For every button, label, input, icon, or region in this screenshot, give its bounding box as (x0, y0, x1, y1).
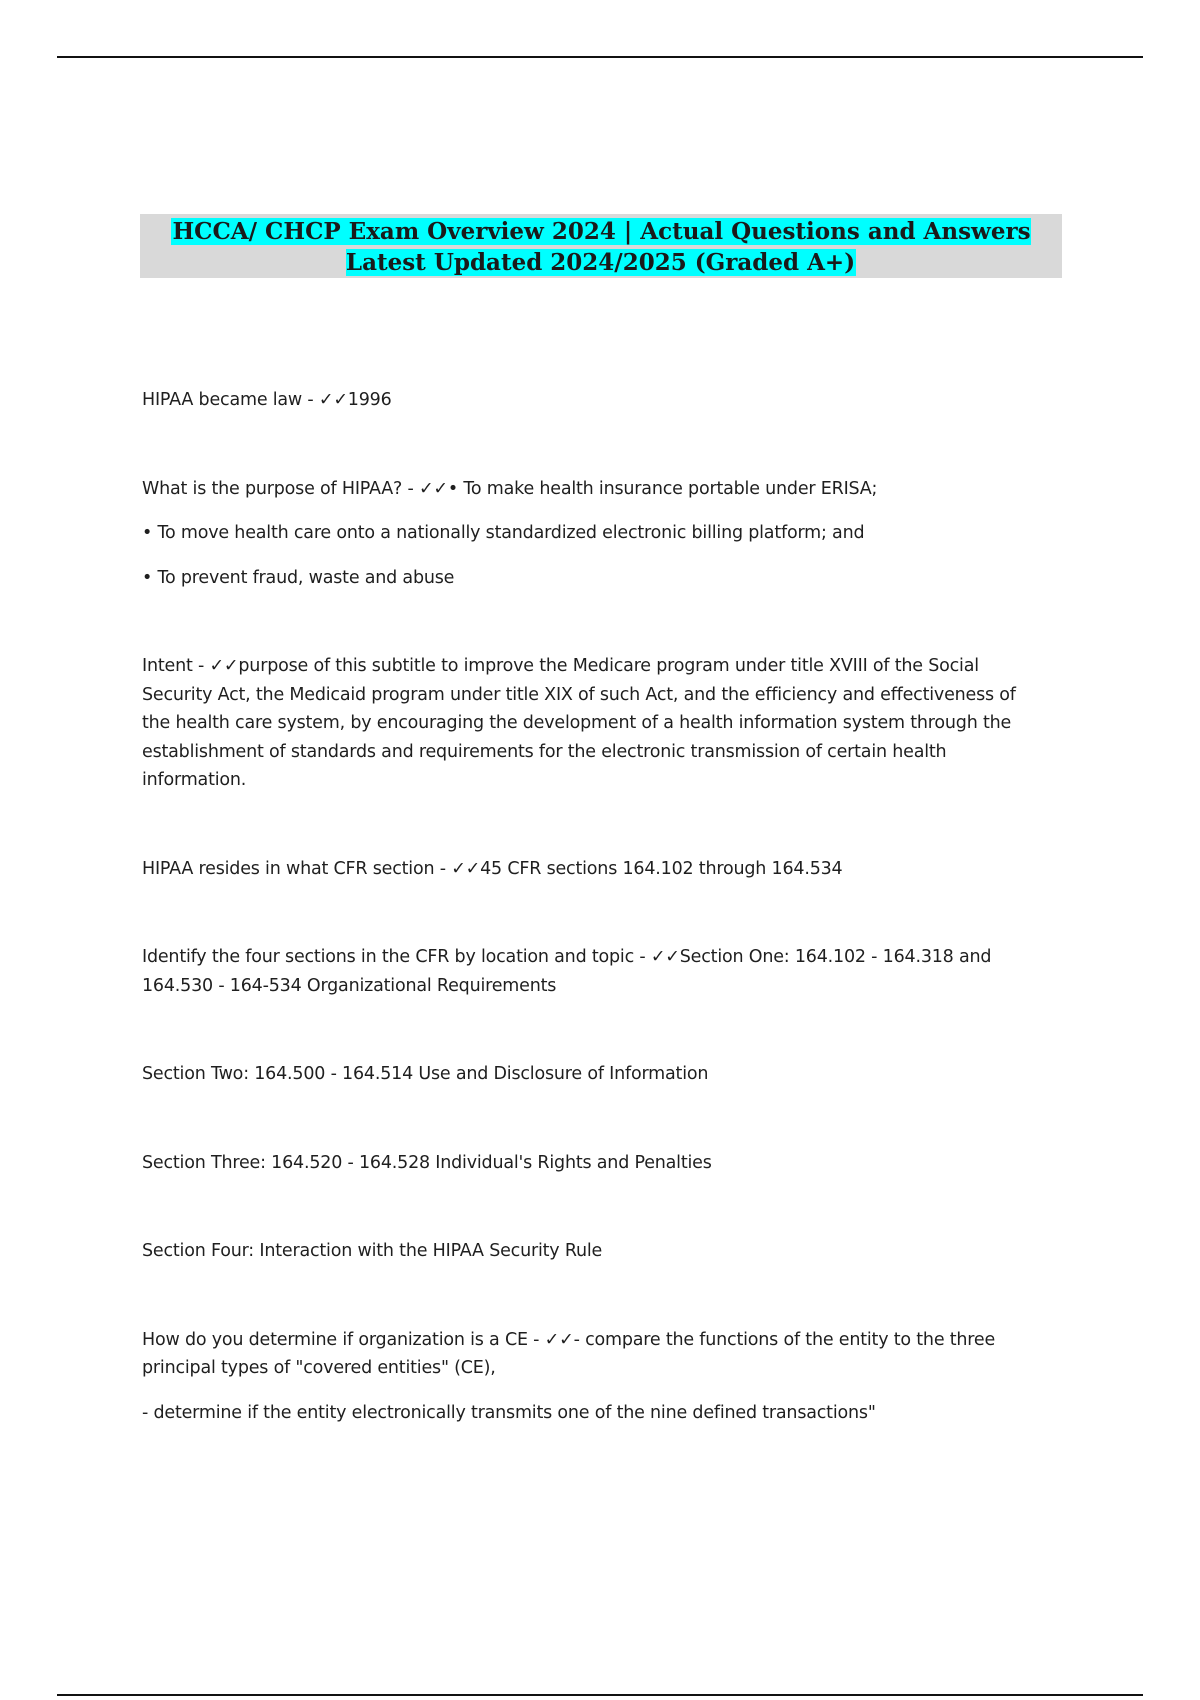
paragraph-cfr-section: HIPAA resides in what CFR section - ✓✓45 CFR sections 164.102 through 164.534 (142, 858, 843, 879)
paragraph-section-four: Section Four: Interaction with the HIPAA Security Rule (142, 1241, 603, 1261)
paragraph-covered-entity: How do you determine if organization is a CE - ✓✓- compare the functions of the entity to the three principal types of "covered entities" (CE), (142, 1329, 996, 1378)
document-title: HCCA/ CHCP Exam Overview 2024 | Actual Questions and Answers Latest Updated 2024/2025 (Graded A+) (172, 218, 1031, 276)
paragraph-four-sections: Identify the four sections in the CFR by location and topic - ✓✓Section One: 164.102 - 164.318 and 164.530 - 164-534 Organizational Requirements (142, 947, 992, 996)
paragraph-section-two: Section Two: 164.500 - 164.514 Use and Disclosure of Information (142, 1064, 709, 1084)
paragraph-intent: Intent - ✓✓purpose of this subtitle to improve the Medicare program under title XVIII of the Social Security Act, the Medicaid program under title XIX of such Act, and the efficiency and effectiveness of the health care system, by encouraging the development of a health information system through the establishment of standards and requirements for the electronic transmission of certain health information. (142, 656, 1016, 790)
document-body (142, 386, 1042, 1427)
top-rule (57, 56, 1143, 58)
paragraph-bullet-fraud: • To prevent fraud, waste and abuse (142, 567, 455, 588)
paragraph-transactions: - determine if the entity electronically transmits one of the nine defined transactions" (142, 1402, 876, 1423)
paragraph-purpose: What is the purpose of HIPAA? - ✓✓• To make health insurance portable under ERISA; (142, 478, 878, 499)
bottom-rule (57, 1694, 1143, 1696)
paragraph-hipaa-law: HIPAA became law - ✓✓1996 (142, 390, 392, 410)
paragraph-bullet-billing: • To move health care onto a nationally standardized electronic billing platform; and (142, 523, 865, 543)
paragraph-section-three: Section Three: 164.520 - 164.528 Individual's Rights and Penalties (142, 1152, 712, 1173)
